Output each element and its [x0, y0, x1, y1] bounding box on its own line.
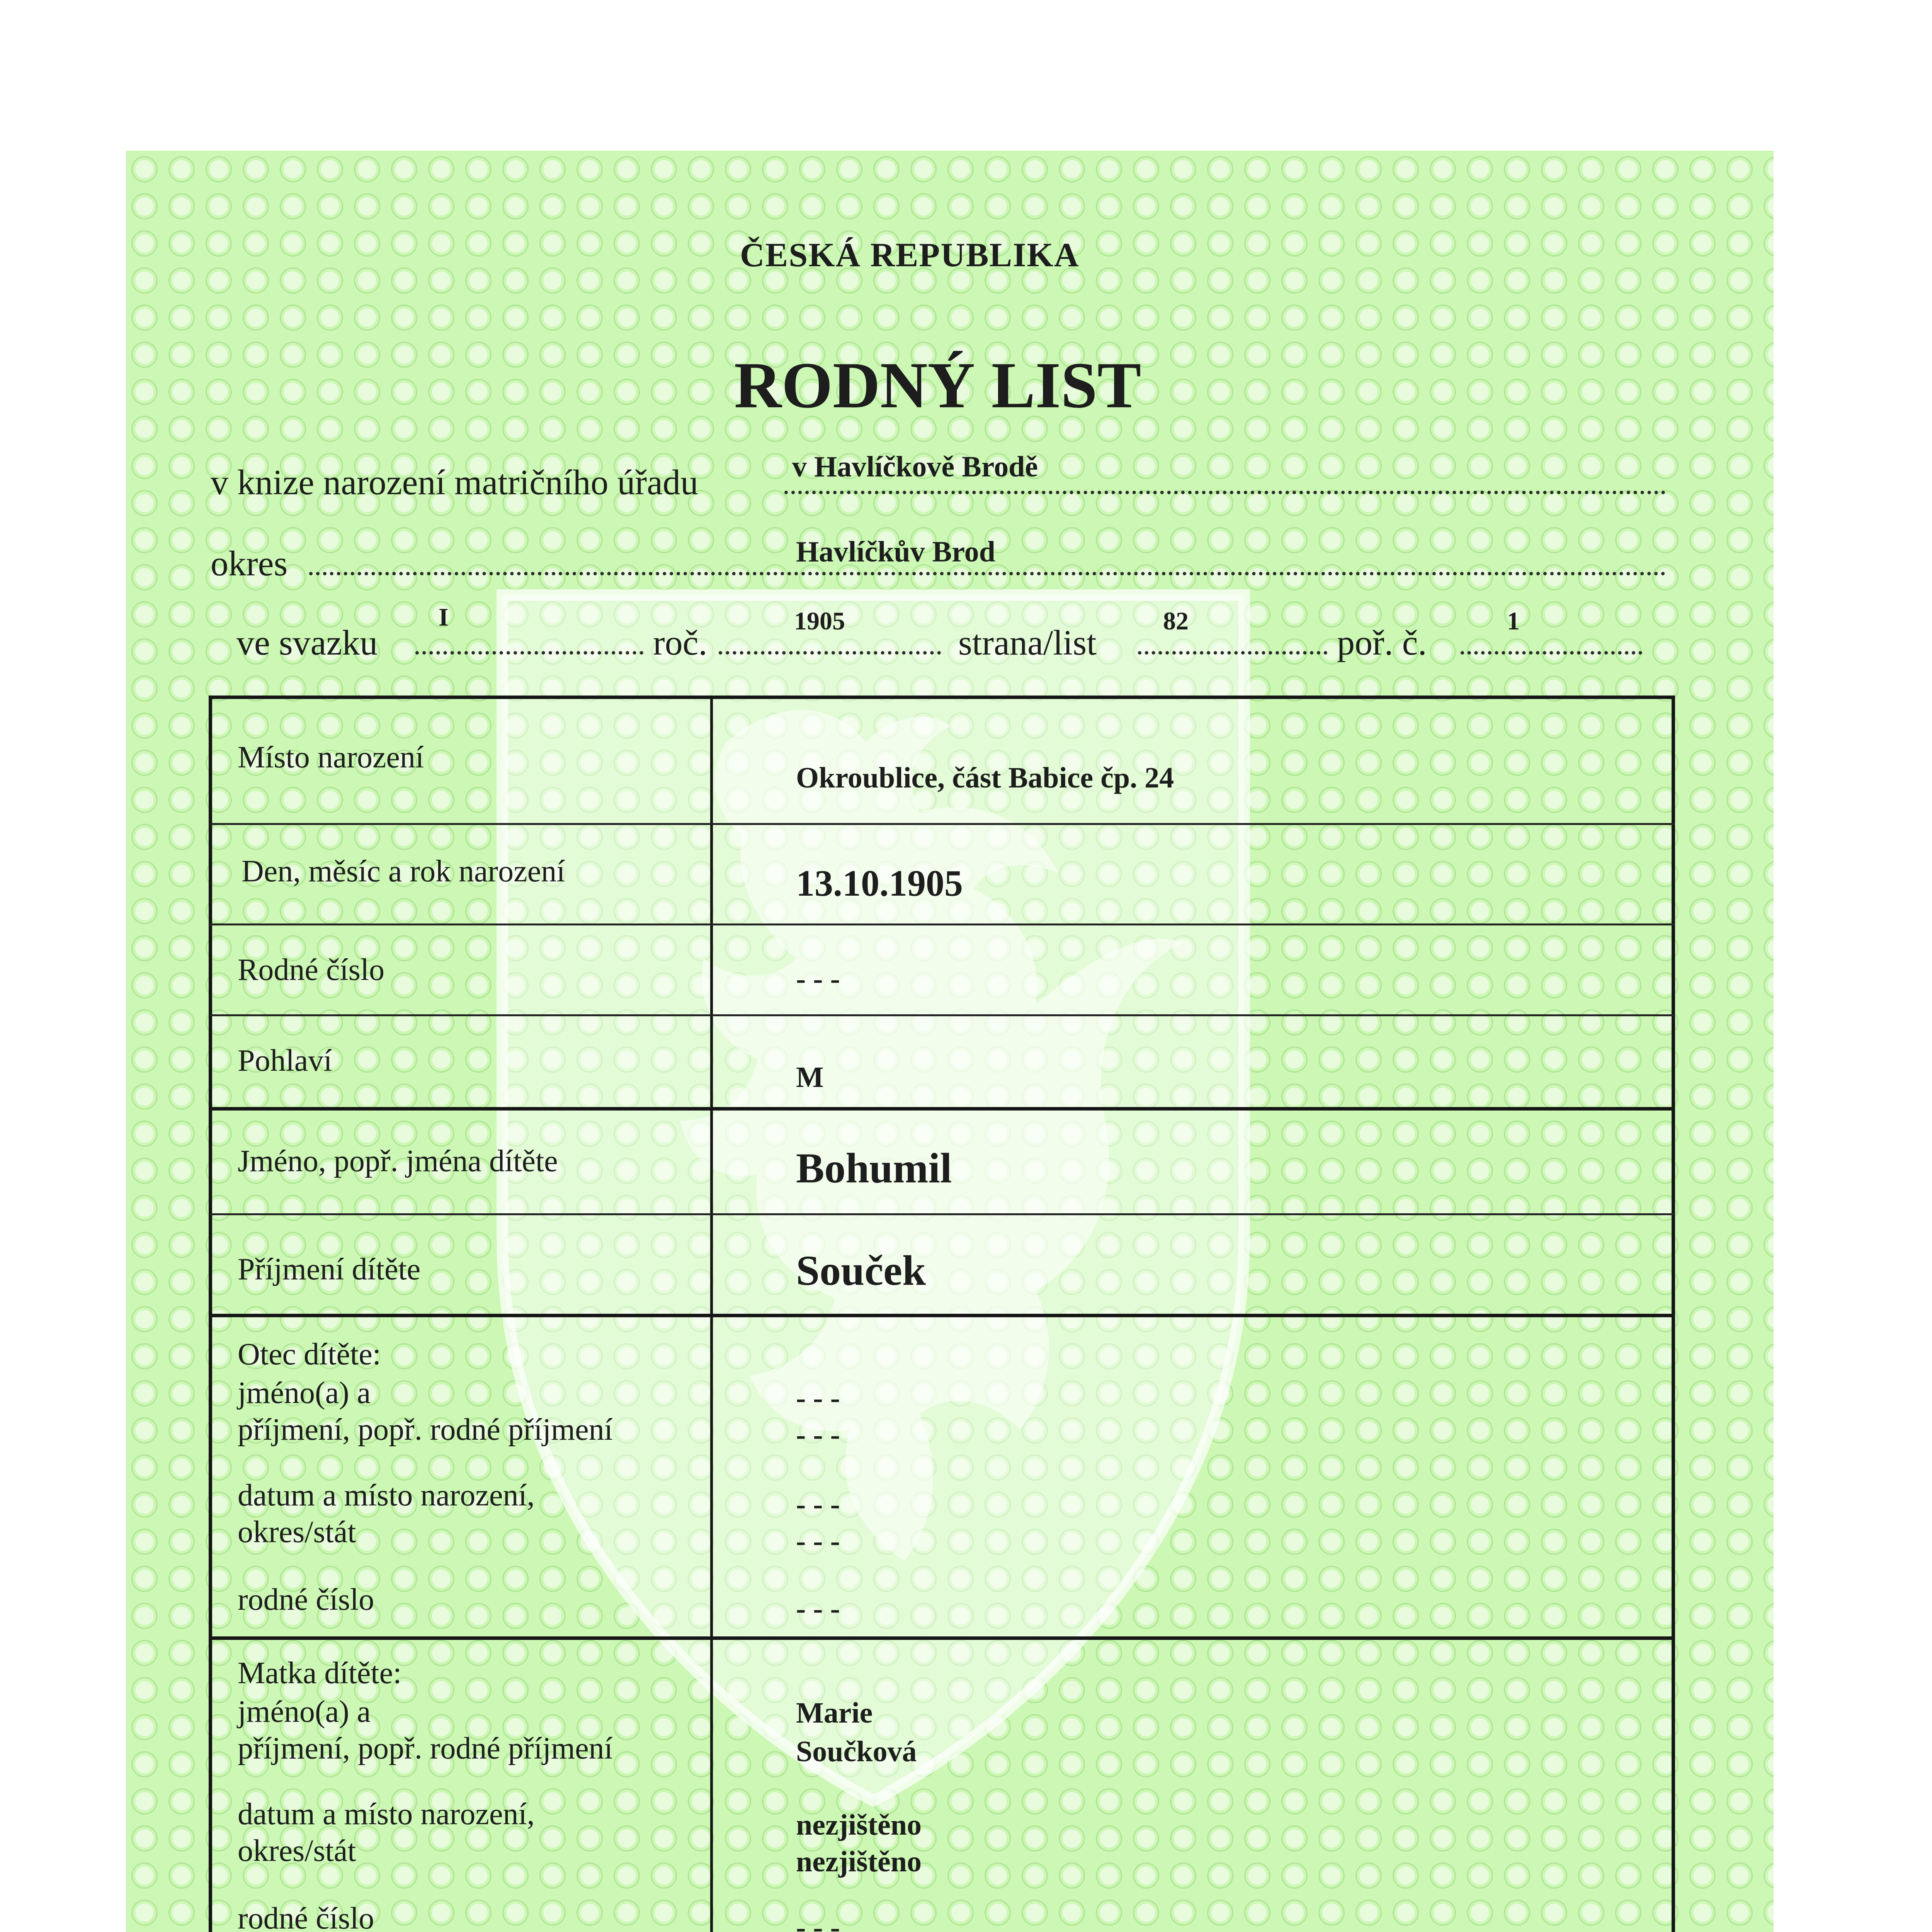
- document-title: RODNÝ LIST: [734, 349, 1141, 422]
- mother-title: Matka dítěte:: [238, 1656, 402, 1690]
- order-dotline: [1461, 651, 1642, 655]
- page-dotline: [1138, 651, 1327, 655]
- year-label: roč.: [653, 623, 707, 662]
- mother-name-value-2: Součková: [796, 1735, 917, 1768]
- father-name-value-1: - - -: [796, 1382, 840, 1414]
- mother-birth-value-2: nezjištěno: [796, 1845, 922, 1878]
- page-value: 82: [1163, 607, 1189, 635]
- row-divider: [209, 1213, 1675, 1215]
- birthdate-value: 13.10.1905: [796, 862, 963, 904]
- book-dotline: [784, 491, 1665, 494]
- volume-label: ve svazku: [236, 623, 378, 662]
- sex-label: Pohlaví: [238, 1044, 332, 1078]
- father-birth-label-1: datum a místo narození,: [238, 1478, 535, 1512]
- page-label: strana/list: [958, 623, 1097, 662]
- father-birth-value-2: - - -: [796, 1525, 840, 1557]
- row-divider: [209, 1107, 1675, 1111]
- father-name-value-2: - - -: [796, 1418, 840, 1451]
- surname-value: Souček: [796, 1247, 926, 1294]
- book-value: v Havlíčkově Brodě: [792, 451, 1038, 483]
- district-label: okres: [211, 544, 288, 583]
- birthplace-label: Místo narození: [238, 740, 424, 774]
- mother-birth-label-1: datum a místo narození,: [238, 1797, 535, 1831]
- surname-label: Příjmení dítěte: [238, 1252, 421, 1286]
- mother-birth-value-1: nezjištěno: [796, 1809, 922, 1841]
- book-label: v knize narození matričního úřadu: [211, 463, 698, 502]
- mother-name-value-1: Marie: [796, 1697, 873, 1729]
- birthdate-label: Den, měsíc a rok narození: [242, 854, 565, 888]
- given-name-value: Bohumil: [796, 1145, 952, 1192]
- order-label: poř. č.: [1337, 623, 1427, 662]
- volume-value: I: [439, 603, 449, 631]
- id-number-label: Rodné číslo: [238, 953, 384, 987]
- father-birth-value-1: - - -: [796, 1488, 840, 1520]
- row-divider: [209, 1636, 1675, 1640]
- mother-name-label-2: příjmení, popř. rodné příjmení: [238, 1731, 613, 1765]
- father-name-label-2: příjmení, popř. rodné příjmení: [238, 1413, 613, 1447]
- volume-dotline: [415, 651, 643, 655]
- order-value: 1: [1507, 607, 1520, 635]
- row-divider: [209, 1014, 1675, 1016]
- row-divider: [209, 923, 1675, 925]
- mother-id-label: rodné číslo: [238, 1901, 374, 1932]
- given-name-label: Jméno, popř. jména dítěte: [238, 1144, 558, 1178]
- sex-value: M: [796, 1061, 824, 1094]
- mother-id-value: - - -: [796, 1911, 840, 1932]
- mother-name-label-1: jméno(a) a: [238, 1695, 371, 1729]
- year-dotline: [719, 651, 941, 655]
- row-divider: [209, 823, 1675, 825]
- district-value: Havlíčkův Brod: [796, 536, 995, 568]
- father-name-label-1: jméno(a) a: [238, 1376, 371, 1410]
- father-id-label: rodné číslo: [238, 1583, 374, 1617]
- row-divider: [209, 1314, 1675, 1317]
- birthplace-value: Okroublice, část Babice čp. 24: [796, 762, 1174, 794]
- country-name: ČESKÁ REPUBLIKA: [740, 236, 1080, 274]
- id-number-value: - - -: [796, 963, 840, 995]
- district-dotline: [309, 572, 1665, 575]
- year-value: 1905: [794, 607, 845, 635]
- father-birth-label-2: okres/stát: [238, 1515, 356, 1549]
- father-id-value: - - -: [796, 1592, 840, 1625]
- father-title: Otec dítěte:: [238, 1337, 381, 1371]
- mother-birth-label-2: okres/stát: [238, 1834, 356, 1868]
